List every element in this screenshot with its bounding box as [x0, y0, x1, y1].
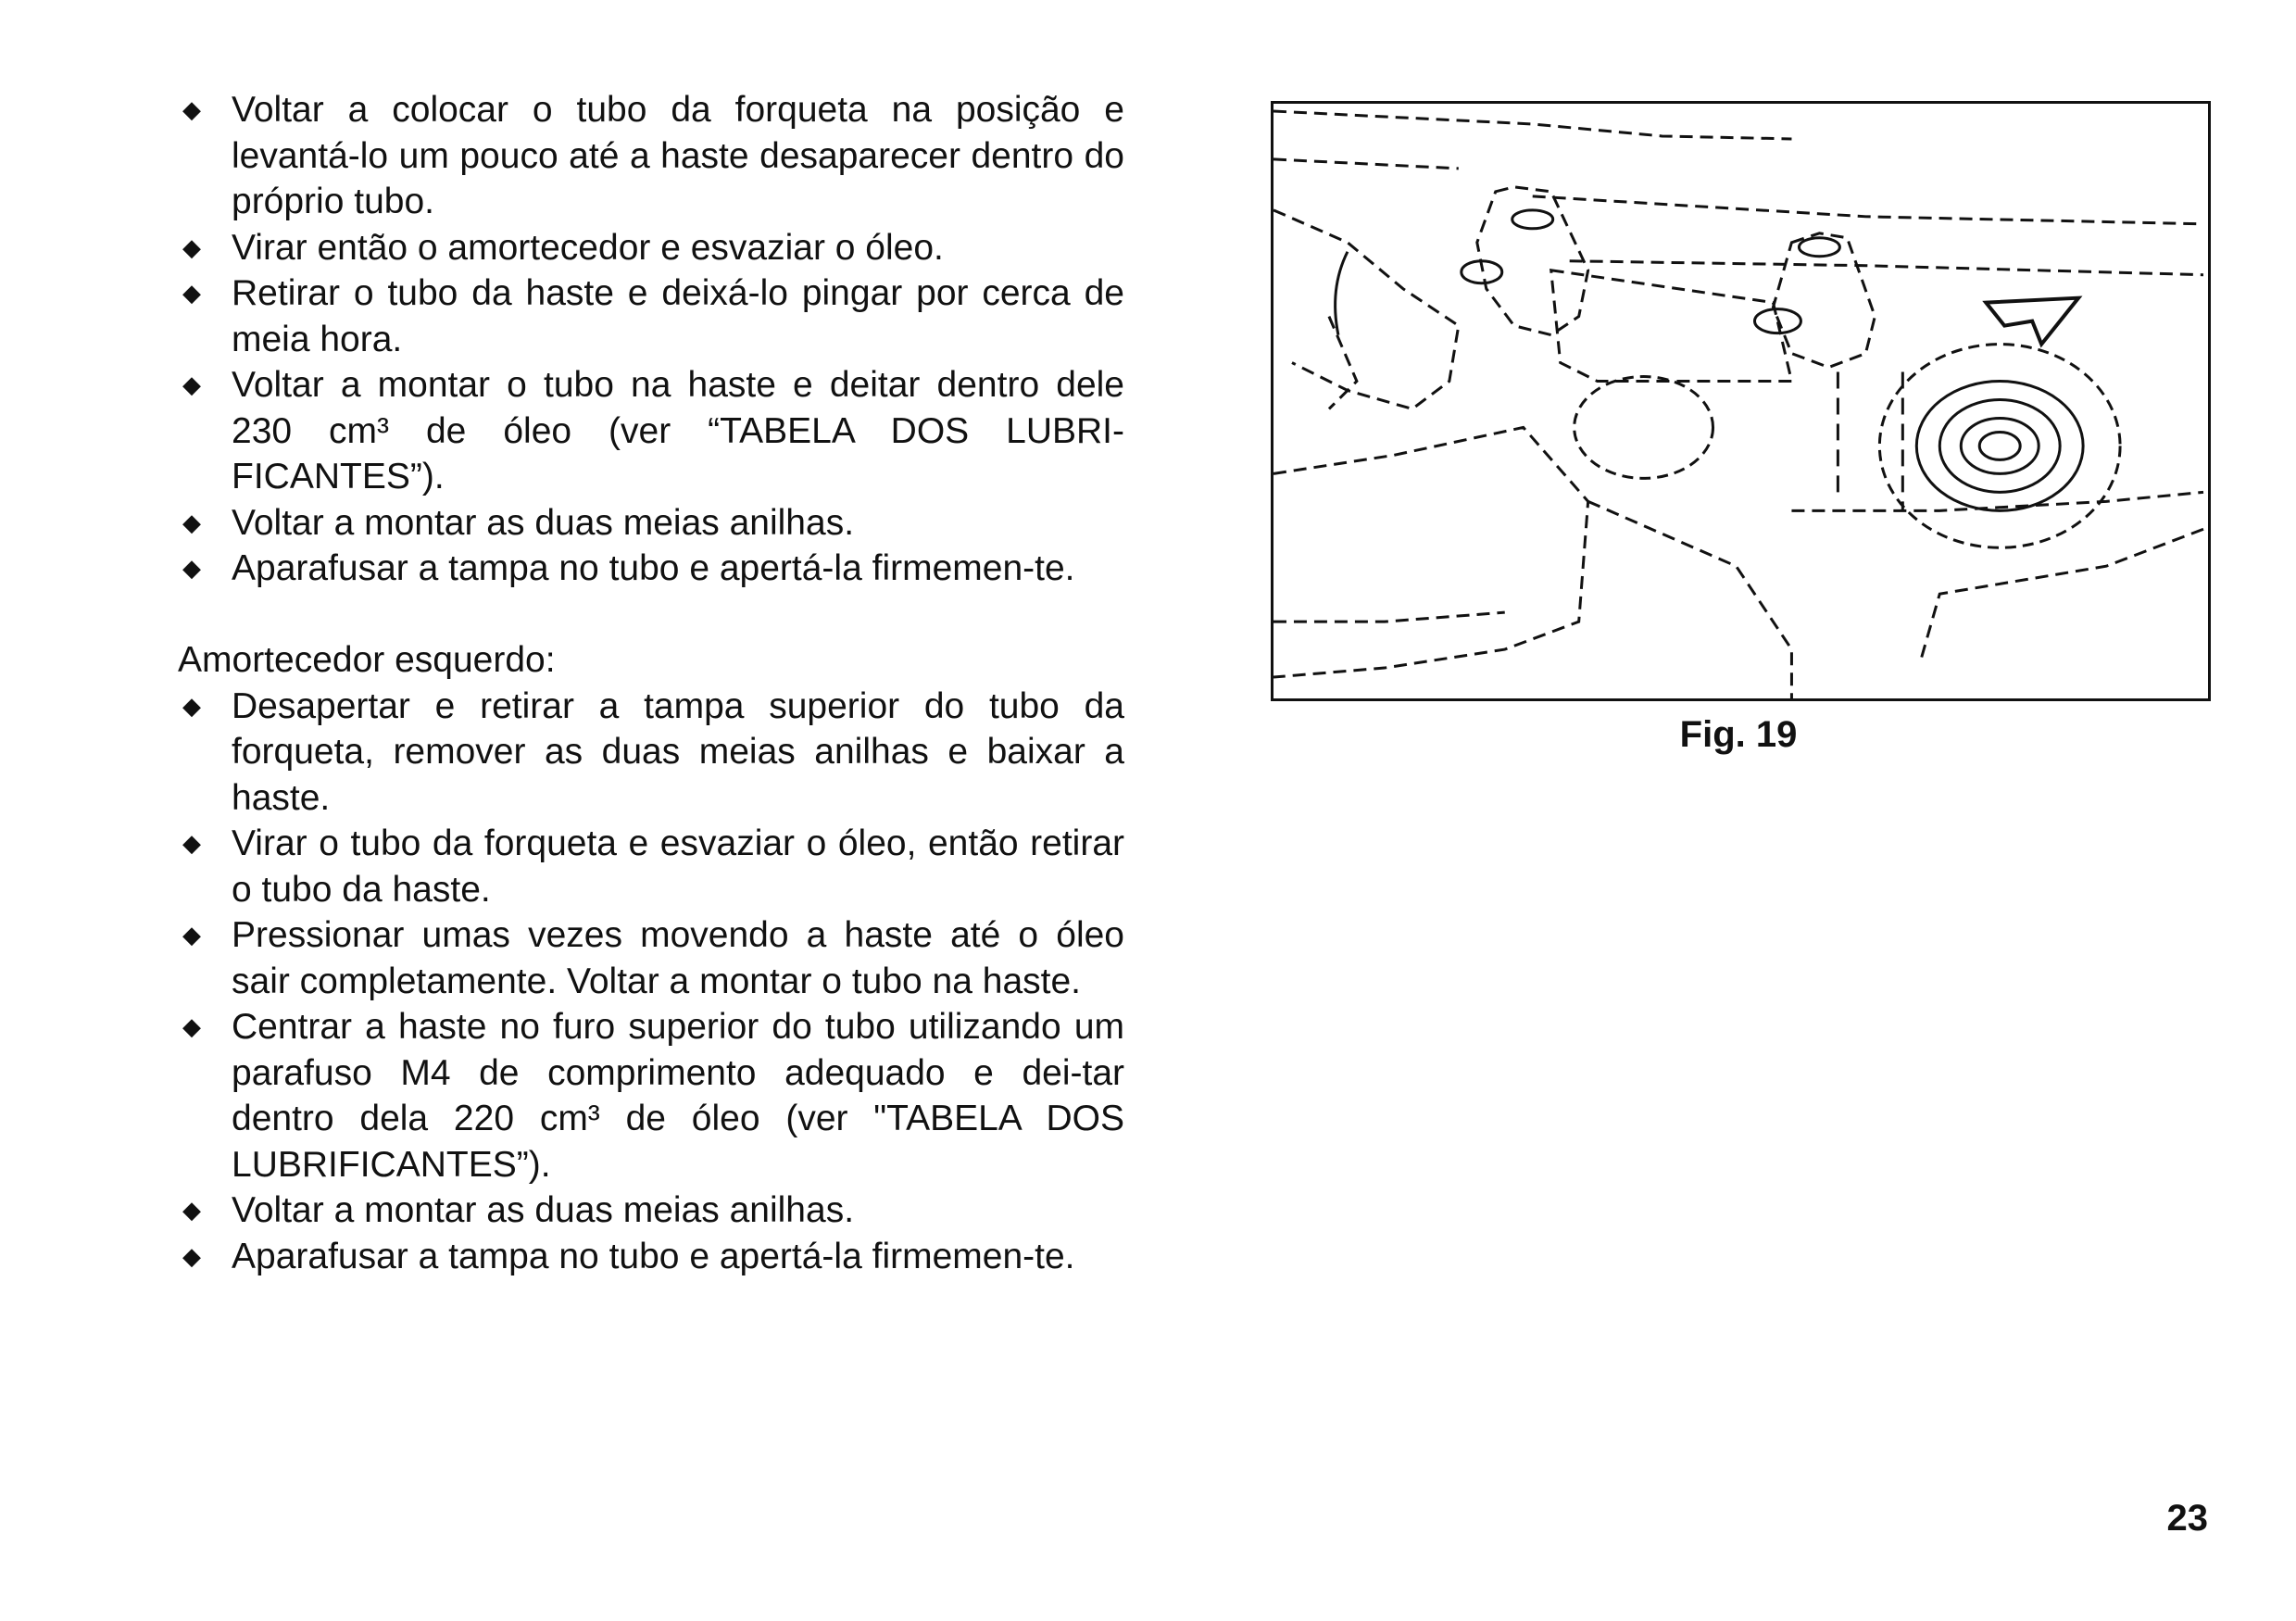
list-item	[178, 546, 1124, 592]
outline-line	[1273, 210, 1459, 409]
diamond-bullet-icon: ◆	[182, 691, 201, 720]
diamond-bullet-icon: ◆	[182, 829, 201, 857]
section-heading: Amortecedor esquerdo:	[178, 640, 556, 680]
handle-curve	[1336, 252, 1348, 335]
list-item	[178, 684, 1124, 822]
bolt-boss-outline	[1773, 233, 1875, 368]
diamond-bullet-icon: ◆	[182, 279, 201, 307]
page-number: 23	[2166, 1498, 2208, 1539]
cap-outline	[1575, 377, 1713, 479]
outline-line	[1273, 111, 1791, 139]
list-item	[178, 1187, 1124, 1234]
list-item	[178, 500, 1124, 547]
fork-leg-outline	[1273, 427, 1588, 677]
outline-line	[1921, 529, 2203, 659]
list-item	[178, 362, 1124, 500]
figure-caption: Fig. 19	[1679, 714, 1798, 755]
diamond-bullet-icon: ◆	[182, 921, 201, 949]
fork-assembly-illustration	[1271, 101, 2211, 701]
list-item	[178, 912, 1124, 1004]
list-item	[178, 87, 1124, 225]
diamond-bullet-icon: ◆	[182, 1196, 201, 1224]
list-item	[178, 821, 1124, 912]
list-item-text: Virar então o amortecedor e esvaziar o óleo.	[232, 227, 944, 268]
list-item	[178, 225, 1124, 271]
diamond-bullet-icon: ◆	[182, 508, 201, 536]
list-item	[178, 1234, 1124, 1280]
diamond-bullet-icon: ◆	[182, 554, 201, 582]
tube-side-line	[1838, 372, 1902, 511]
outline-line	[1533, 196, 2203, 224]
diamond-bullet-icon: ◆	[182, 232, 201, 261]
diamond-bullet-icon: ◆	[182, 1241, 201, 1270]
outline-line	[1273, 159, 1459, 169]
pointer-arrow-icon	[1986, 298, 2078, 345]
instructions-column	[178, 87, 1124, 1279]
steps-list-right-damper	[178, 87, 1124, 592]
fork-tube-ring	[1961, 418, 2039, 473]
line-drawing	[1273, 104, 2208, 698]
diamond-bullet-icon: ◆	[182, 1012, 201, 1040]
list-item-text: Desapertar e retirar a tampa superior do tubo da forqueta, remover as duas meias anilhas e baixar a haste.	[232, 685, 1124, 818]
list-item-text: Virar o tubo da forqueta e esvaziar o óleo, então retirar o tubo da haste.	[232, 823, 1124, 910]
outline-line	[1588, 501, 1792, 698]
outline-line	[1273, 612, 1505, 622]
list-item	[178, 1004, 1124, 1187]
section-spacer	[178, 592, 1124, 638]
list-item-text: Voltar a montar as duas meias anilhas.	[232, 1190, 855, 1230]
outline-line	[1329, 317, 1357, 409]
outline-line	[1570, 261, 2203, 275]
diamond-bullet-icon: ◆	[182, 95, 201, 123]
fork-tube-cap	[1979, 432, 2020, 459]
list-item-text: Pressionar umas vezes movendo a haste até o óleo sair completamente. Voltar a montar o tubo na haste.	[232, 915, 1124, 1001]
list-item-text: Retirar o tubo da haste e deixá-lo pingar por cerca de meia hora.	[232, 273, 1124, 359]
list-item-text: Aparafusar a tampa no tubo e apertá-la firmemen-te.	[232, 1236, 1075, 1276]
list-item-text: Voltar a montar as duas meias anilhas.	[232, 502, 855, 543]
diamond-bullet-icon: ◆	[182, 371, 201, 398]
list-item-text: Voltar a colocar o tubo da forqueta na posição e levantá-lo um pouco até a haste desaparecer dentro do próprio tubo.	[232, 90, 1124, 221]
fork-tube-ring	[1939, 400, 2060, 493]
list-item-text: Aparafusar a tampa no tubo e apertá-la firmemen-te.	[232, 548, 1075, 588]
list-item-text: Voltar a montar o tubo na haste e deitar dentro dele 230 cm³ de óleo (ver “TABELA DOS LUBRI-FICANTES”).	[232, 365, 1124, 496]
bolt-head	[1799, 238, 1839, 257]
steps-list-left-damper	[178, 684, 1124, 1280]
bolt-head	[1512, 210, 1553, 229]
outline-line	[1791, 492, 2203, 510]
list-item	[178, 270, 1124, 362]
list-item-text: Centrar a haste no furo superior do tubo utilizando um parafuso M4 de comprimento adequado e dei-tar dentro dela 220 cm³ de óleo (ver "TABELA DOS LUBRIFICANTES”).	[232, 1007, 1124, 1185]
